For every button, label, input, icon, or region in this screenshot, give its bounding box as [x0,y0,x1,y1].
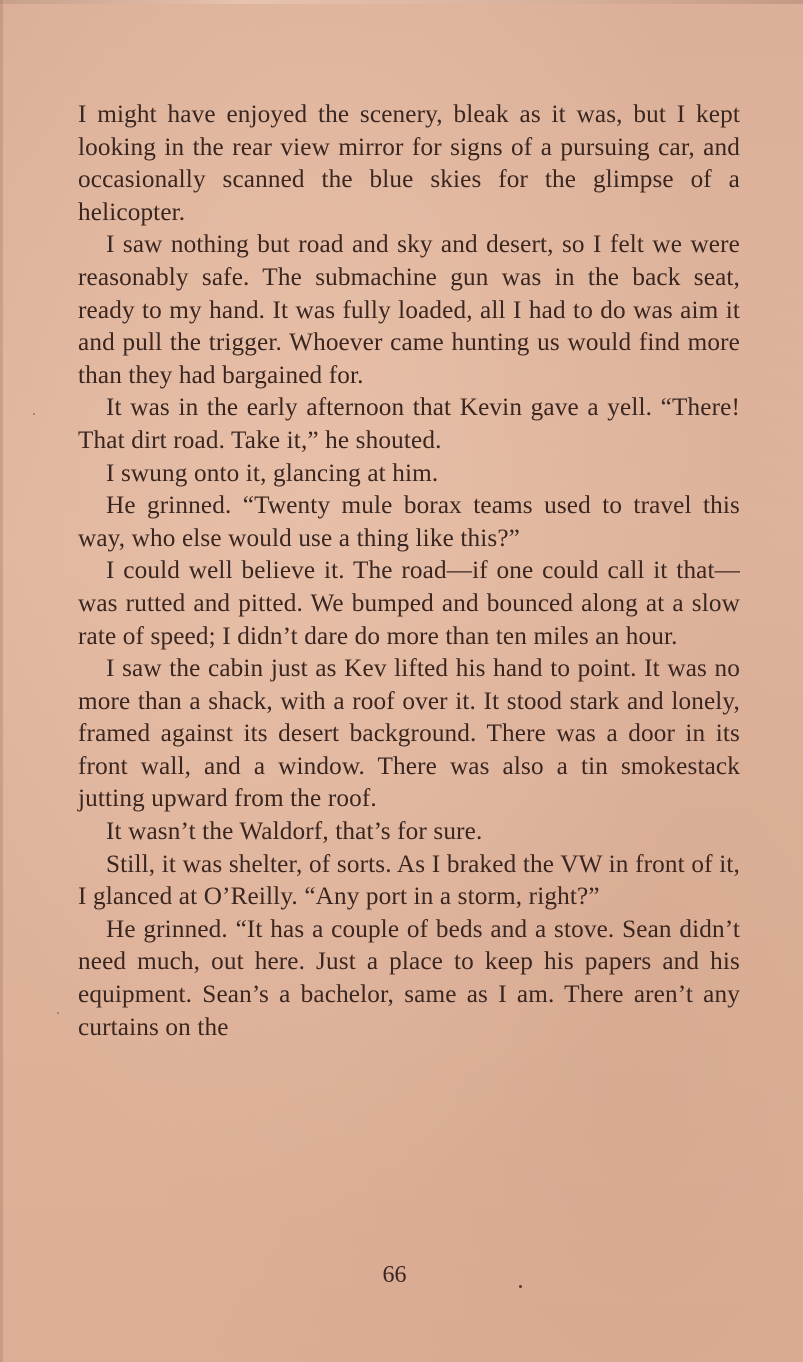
ink-speck [57,1012,59,1014]
paragraph-1: I might have enjoyed the scenery, bleak as it was, but I kept looking in the rear view mirror for signs of a pursuing car, and occasionally scanned the blue skies for the glimpse of a helicopter. [78,101,740,226]
page-number: 66 [382,1262,407,1288]
paragraph-4: I swung onto it, glancing at him. [106,459,439,487]
paragraph-2: I saw nothing but road and sky and desert, so I felt we were reasonably safe. The submachine gun was in the back seat, ready to my hand. It was fully loaded, all I had to do was aim it and pull the trigger. Whoever came hunting us would find more than they had bargained for. [78,231,740,389]
page-top-edge [0,0,803,4]
paragraph-5: He grinned. “Twenty mule borax teams used to travel this way, who else would use a thing like this?” [78,492,740,552]
ink-speck [33,413,35,415]
paragraph-9: Still, it was shelter, of sorts. As I braked the VW in front of it, I glanced at O’Reilly. “Any port in a storm, right?” [78,850,740,911]
paragraph-8: It wasn’t the Waldorf, that’s for sure. [106,818,483,846]
body-text [78,99,740,1044]
ink-speck [519,1285,522,1288]
paragraph-7: I saw the cabin just as Kev lifted his hand to point. It was no more than a shack, with a roof over it. It stood stark and lonely, framed against its desert background. There was a door in its front wall, and a window. There was also a tin smokestack jutting upward from the roof. [78,655,740,813]
paragraph-3: It was in the early afternoon that Kevin gave a yell. “There! That dirt road. Take it,” he shouted. [78,394,740,454]
paragraph-10: He grinned. “It has a couple of beds and a stove. Sean didn’t need much, out here. Just a place to keep his papers and his equipment. Sean’s a bachelor, same as I am. There aren’t any curtains on the [78,915,740,1041]
paragraph-6: I could well believe it. The road—if one could call it that—was rutted and pitted. We bumped and bounced along at a slow rate of speed; I didn’t dare do more than ten miles an hour. [78,557,740,650]
page-left-edge [0,0,3,1362]
